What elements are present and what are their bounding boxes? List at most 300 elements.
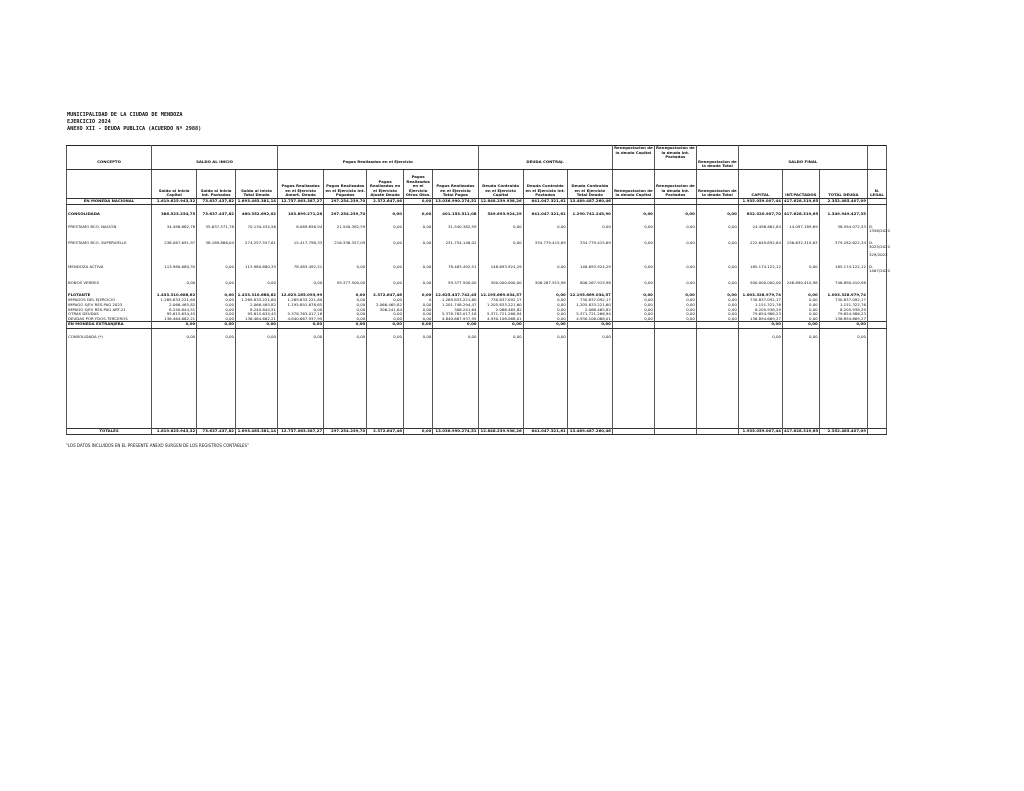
value-cell: 2.066.465,82 — [236, 303, 278, 308]
value-cell: 12.625.437.742,45 — [433, 286, 478, 298]
group-header-row — [67, 146, 887, 160]
value-cell: 148.693.924,29 — [567, 257, 612, 273]
value-cell: 13.489.487.260,46 — [567, 198, 612, 205]
value-cell: 0,00 — [367, 257, 404, 273]
row-concept: PRESTAMO BCO. NACIÓN — [67, 217, 152, 233]
value-cell: 0,00 — [403, 317, 432, 322]
value-cell: 0,00 — [654, 317, 696, 322]
value-cell: 0,00 — [612, 312, 654, 317]
column-header: INT.PACTADOS — [782, 169, 819, 198]
value-cell: 0,00 — [523, 217, 567, 233]
value-cell: 0,00 — [654, 217, 696, 233]
value-cell: 0,00 — [696, 286, 738, 298]
value-cell: 1.151.322,76 — [819, 303, 867, 308]
total-cell: 297.254.239,70 — [324, 428, 367, 434]
value-cell: 0,00 — [403, 286, 432, 298]
value-cell: 136.894.669,27 — [819, 317, 867, 322]
column-header: Saldo al Inicio Total Deuda — [236, 169, 278, 198]
total-cell: 0,00 — [403, 428, 432, 434]
legal-norm-cell — [867, 328, 886, 340]
value-cell: 1.205.833.221,60 — [478, 303, 523, 308]
column-header: Pagos Realizados en el Ejercicio Otros Gtos. — [403, 169, 432, 198]
column-header: Deuda Contraida en el Ejercicio Total Deuda — [567, 169, 612, 198]
value-cell: 0,00 — [567, 322, 612, 329]
value-cell: 306.267.915,98 — [523, 273, 567, 286]
value-cell: 0,00 — [236, 322, 278, 329]
pagos-header: Pagos Realizados en el Ejercicio — [278, 160, 479, 170]
value-cell: 2.066.465,82 — [367, 303, 404, 308]
value-cell: 0 — [403, 298, 432, 303]
value-cell: 113.980.680,35 — [152, 257, 197, 273]
total-cell: 73.637.437,82 — [197, 428, 236, 434]
value-cell: 0,00 — [433, 328, 478, 340]
value-cell: 2.352.485.407,09 — [819, 198, 867, 205]
value-cell: 103.899.271,28 — [278, 205, 324, 218]
column-header: Deuda Contraida en el Ejercicio Capital — [478, 169, 523, 198]
value-cell: 417.628.319,65 — [782, 205, 819, 218]
value-cell: 0,00 — [367, 217, 404, 233]
total-cell: 1.935.059.007,44 — [738, 428, 782, 434]
value-cell: 59.377.500,00 — [324, 273, 367, 286]
value-cell — [696, 328, 738, 340]
value-cell: 246.890.410,98 — [782, 273, 819, 286]
value-cell: 0,00 — [523, 308, 567, 313]
value-cell: 0,00 — [612, 273, 654, 286]
row-concept: PRESTAMO BCO. SUPERVIELLE — [67, 233, 152, 257]
table-body — [67, 197, 891, 339]
value-cell: 0,00 — [324, 312, 367, 317]
value-cell: 0,00 — [197, 273, 236, 286]
value-cell: 297.254.239,70 — [324, 205, 367, 218]
value-cell: 21.540.382,59 — [324, 217, 367, 233]
value-cell: 70.134.434,56 — [236, 217, 278, 233]
legal-norm-cell: D. 1356/2022 — [867, 217, 886, 233]
value-cell: 1.269.833.221,60 — [236, 298, 278, 303]
value-cell: 417.628.319,65 — [783, 197, 819, 203]
value-cell: 0,00 — [523, 317, 567, 322]
value-cell: 0,00 — [197, 298, 236, 303]
row-concept: IMPAGO S/EV RES.PAG ART.21 — [67, 308, 152, 313]
column-header: N. LEGAL — [867, 169, 886, 198]
value-cell: 5.371.721.266,94 — [567, 312, 612, 317]
value-cell — [612, 328, 654, 340]
value-cell: 0,00 — [782, 322, 819, 329]
value-cell: 1.433.310.688,62 — [236, 286, 278, 298]
value-cell: 1.619.625.943,32 — [152, 198, 197, 205]
value-cell: 0,00 — [236, 328, 278, 340]
value-cell: 0,00 — [696, 217, 738, 233]
value-cell: 113.980.680,35 — [236, 257, 278, 273]
value-cell: 136.894.669,27 — [738, 317, 782, 322]
value-cell: 500.000.000,00 — [738, 273, 782, 286]
value-cell: 0,00 — [612, 217, 654, 233]
value-cell: 2.372.647,46 — [367, 286, 404, 298]
value-cell: 386.523.254,75 — [152, 205, 197, 218]
header-fiscal-year: EJERCICIO 2024 — [67, 119, 111, 125]
debt-table — [66, 145, 891, 435]
value-cell: 379.282.622,34 — [819, 233, 867, 257]
row-concept: IMPAGOS DEL EJERCICIO — [67, 298, 152, 303]
value-cell: 0,00 — [782, 312, 819, 317]
value-cell: 746.890.410,98 — [819, 273, 867, 286]
value-cell: 0,00 — [152, 273, 197, 286]
value-cell: 334.779.415,69 — [523, 233, 567, 257]
footnote: "LOS DATOS INCLUIDOS EN EL PRESENTE ANEXO SURGEN DE LOS REGISTROS CONTABLES" — [66, 443, 249, 448]
value-cell: 0,00 — [782, 257, 819, 273]
value-cell: 4.930.108.068,01 — [478, 317, 523, 322]
column-header: Renegociacion de la deuda Int. Pactados — [654, 169, 696, 198]
value-cell: 401.153.511,08 — [433, 205, 478, 218]
value-cell: 0,00 — [782, 328, 819, 340]
header-municipality: MUNICIPALIDAD DE LA CIUDAD DE MENDOZA — [67, 112, 183, 118]
value-cell: 0,00 — [612, 233, 654, 257]
table-row — [67, 273, 887, 286]
value-cell: 0,00 — [612, 286, 654, 298]
value-cell: 297.254.239,70 — [324, 198, 367, 205]
value-cell: 12.195.669.034,57 — [478, 286, 523, 298]
value-cell: 0,00 — [654, 205, 696, 218]
value-cell: 641.047.321,61 — [523, 205, 567, 218]
value-cell: 0,00 — [696, 233, 738, 257]
value-cell: 0,00 — [367, 298, 404, 303]
column-header-row — [67, 169, 887, 198]
value-cell: 306.241,64 — [367, 308, 404, 313]
value-cell: 0,00 — [696, 308, 738, 313]
value-cell: 12.737.063.387,27 — [278, 198, 324, 205]
column-header: CAPITAL — [738, 169, 782, 198]
value-cell: 0,00 — [819, 328, 867, 340]
value-cell: 549.693.924,29 — [478, 205, 523, 218]
value-cell: 0,00 — [654, 273, 696, 286]
column-header: Pagos Realizados en el Ejercicio Total Pagos — [433, 169, 478, 198]
row-concept: OTRAS DEUDAS — [67, 312, 152, 317]
value-cell: 0,00 — [696, 317, 738, 322]
value-cell: 1.003.328.979,74 — [738, 286, 782, 298]
value-cell: 0,00 — [612, 257, 654, 273]
value-cell: 0,00 — [819, 322, 867, 329]
value-cell: 0,00 — [523, 328, 567, 340]
value-cell: 0,00 — [152, 328, 197, 340]
value-cell: 730.837.092,17 — [819, 298, 867, 303]
total-cell: 1.693.463.381,14 — [236, 428, 278, 434]
column-header: Saldo al Inicio Capital — [152, 169, 197, 198]
saldo-inicio-header: SALDO AL INICIO — [152, 160, 278, 170]
value-cell: 4.930.108.068,01 — [567, 317, 612, 322]
value-cell: 1.349.949.427,35 — [819, 205, 867, 218]
value-cell: 832.320.907,70 — [738, 205, 782, 218]
value-cell: 12.195.669.034,57 — [567, 286, 612, 298]
value-cell: 0,00 — [197, 308, 236, 313]
row-concept: EN MONEDA EXTRANJERA — [67, 322, 152, 329]
value-cell: 0,00 — [403, 308, 432, 313]
value-cell: 78.483.492,51 — [433, 257, 478, 273]
value-cell: 0,00 — [612, 303, 654, 308]
value-cell: 0,00 — [478, 322, 523, 329]
value-cell: 8.069.656,94 — [278, 217, 324, 233]
value-cell: 222.649.892,64 — [738, 233, 782, 257]
value-cell: 2.066.465,82 — [152, 303, 197, 308]
value-cell: 31.540.382,59 — [433, 217, 478, 233]
value-cell: 78.483.492,51 — [278, 257, 324, 273]
total-cell: 12.848.239.938,26 — [478, 428, 523, 434]
legal-norm-cell — [867, 205, 886, 218]
value-cell: 0,00 — [197, 312, 236, 317]
table-row — [67, 205, 887, 218]
value-cell: 0,00 — [403, 328, 432, 340]
value-cell: 0,00 — [612, 205, 654, 218]
legal-norm-cell: D. 1467/2022 — [867, 257, 886, 273]
value-cell: 0,00 — [696, 298, 738, 303]
value-cell: 5.378.763.017,16 — [278, 312, 324, 317]
value-cell: 274.257.557,61 — [236, 233, 278, 257]
total-cell: 417.628.319,65 — [783, 427, 819, 433]
value-cell: 0,00 — [197, 317, 236, 322]
column-header: Deuda Contraida en el Ejercicio Int. Pactados — [523, 169, 567, 198]
value-cell: 0,00 — [782, 303, 819, 308]
value-cell: 0,00 — [324, 328, 367, 340]
value-cell: 0,00 — [696, 312, 738, 317]
legal-norm-cell — [867, 286, 886, 298]
total-cell — [654, 428, 696, 434]
value-cell: 0,00 — [612, 308, 654, 313]
value-cell: 1.195.891.678,65 — [278, 303, 324, 308]
value-cell: 0,00 — [738, 322, 782, 329]
column-header: TOTAL DEUDA — [819, 169, 867, 198]
value-cell: 0,00 — [278, 273, 324, 286]
value-cell: 4.840.667.937,95 — [433, 317, 478, 322]
value-cell: 0,00 — [324, 303, 367, 308]
row-concept: CONSOLIDADA — [67, 205, 152, 218]
report-header — [67, 112, 201, 133]
table-row — [67, 328, 887, 340]
column-header: Pagos Realizados en el Ejercicio Int. Pagados — [324, 169, 367, 198]
value-cell: 0,00 — [696, 205, 738, 218]
value-cell: 8.205.938,29 — [738, 308, 782, 313]
value-cell: 0,00 — [367, 312, 404, 317]
value-cell: 8.240.844,51 — [236, 308, 278, 313]
value-cell: 1.433.310.688,62 — [152, 286, 197, 298]
value-cell: 12.623.165.093,99 — [278, 286, 324, 298]
reneg-total-group: Renegociacion de la deuda Total — [698, 158, 737, 169]
saldo-final-header: SALDO FINAL — [738, 160, 867, 170]
column-header: Renegociacion de la deuda Capital — [612, 169, 654, 198]
value-cell: 0,00 — [654, 308, 696, 313]
value-cell: 1.935.059.007,44 — [738, 198, 782, 205]
value-cell: 0,00 — [367, 317, 404, 322]
concepto-header: CONCEPTO — [67, 160, 152, 170]
value-cell: 1.269.833.221,60 — [278, 298, 324, 303]
value-cell: 1.151.322,76 — [738, 303, 782, 308]
value-cell: 185.174.122,12 — [738, 257, 782, 273]
value-cell: 0,00 — [197, 322, 236, 329]
value-cell: 2.372.647,46 — [367, 198, 404, 205]
value-cell: 0,00 — [197, 328, 236, 340]
total-cell — [696, 428, 738, 434]
value-cell: 0,00 — [367, 328, 404, 340]
value-cell: 0,00 — [782, 298, 819, 303]
value-cell: 0,00 — [478, 217, 523, 233]
value-cell: 0,00 — [236, 273, 278, 286]
value-cell: 95.615.634,45 — [236, 312, 278, 317]
value-cell: 1.205.833.221,60 — [567, 303, 612, 308]
group-title-row — [67, 160, 887, 170]
value-cell: 0,00 — [324, 322, 367, 329]
value-cell: 14.097.189,69 — [782, 217, 819, 233]
column-header: Renegociacion de la deuda Total — [696, 169, 738, 198]
value-cell: 1.269.833.221,60 — [433, 298, 478, 303]
value-cell: 0,00 — [403, 312, 432, 317]
value-cell: 0,00 — [367, 322, 404, 329]
value-cell: 0,00 — [654, 312, 696, 317]
value-cell: 806.267.915,98 — [567, 273, 612, 286]
value-cell: 148.693.924,29 — [478, 257, 523, 273]
value-cell: 12.848.239.938,26 — [478, 198, 523, 205]
value-cell: 0,00 — [612, 317, 654, 322]
value-cell: 0,00 — [278, 322, 324, 329]
value-cell: 5.378.763.017,16 — [433, 312, 478, 317]
value-cell: 306.241,64 — [433, 308, 478, 313]
value-cell: 0,00 — [567, 328, 612, 340]
total-cell: 13.489.487.260,46 — [567, 428, 612, 434]
value-cell: 0,00 — [403, 198, 432, 205]
value-cell: 0,00 — [403, 257, 432, 273]
value-cell: 1.003.328.979,74 — [819, 286, 867, 298]
value-cell: 1.269.833.221,60 — [152, 298, 197, 303]
value-cell: 59.377.500,00 — [433, 273, 478, 286]
value-cell: 1.693.463.381,14 — [236, 198, 278, 205]
value-cell: 0,00 — [654, 286, 696, 298]
total-cell — [612, 428, 654, 434]
total-cell: 641.047.321,61 — [523, 428, 567, 434]
value-cell: 0,00 — [612, 298, 654, 303]
value-cell: 216.336.357,09 — [324, 233, 367, 257]
deuda-contraida-header: DEUDA CONTRAJ. — [478, 160, 612, 170]
value-cell: 0,00 — [523, 303, 567, 308]
value-cell: 0,00 — [324, 298, 367, 303]
value-cell: 5.371.721.266,94 — [478, 312, 523, 317]
value-cell: 156.632.319,63 — [782, 233, 819, 257]
reneg-capital-group: Renegociacion de la deuda Capital — [612, 146, 654, 160]
value-cell: 0,00 — [324, 286, 367, 298]
spacer-row — [67, 340, 887, 429]
value-cell: 79.654.986,23 — [738, 312, 782, 317]
value-cell: 0,00 — [523, 312, 567, 317]
column-header: Pagos Realizados en el Ejercicio Amort. Deuda — [278, 169, 324, 198]
value-cell: 0,00 — [324, 308, 367, 313]
legal-norm-cell — [867, 273, 886, 286]
value-cell: 0,00 — [403, 303, 432, 308]
value-cell: 0,00 — [738, 328, 782, 340]
row-concept: EN MONEDA NACIONAL — [67, 198, 152, 205]
total-cell — [867, 428, 886, 434]
value-cell: 34.496.862,78 — [152, 217, 197, 233]
total-cell: 2.372.647,46 — [367, 428, 404, 434]
value-cell: 641.047.321,61 — [523, 198, 567, 205]
value-cell: 15.417.798,33 — [278, 233, 324, 257]
value-cell: 185.174.122,12 — [819, 257, 867, 273]
value-cell: 79.654.986,23 — [819, 312, 867, 317]
value-cell: 2.066.465,82 — [567, 308, 612, 313]
legal-norm-cell: D. 3025/2022 - 329/2022 — [867, 233, 886, 257]
value-cell: 35.637.571,78 — [197, 217, 236, 233]
value-cell: 0,00 — [782, 308, 819, 313]
value-cell: 0,00 — [654, 233, 696, 257]
row-concept: MENDOZA ACTIVA — [67, 257, 152, 273]
value-cell: 1.201.748.294,47 — [433, 303, 478, 308]
value-cell: 73.637.437,82 — [197, 205, 236, 218]
table-row — [67, 233, 887, 257]
row-concept: IMPAGO S/EV RES.PAG 2023 — [67, 303, 152, 308]
value-cell: 0,00 — [696, 257, 738, 273]
value-cell: 0,00 — [367, 273, 404, 286]
value-cell: 730.837.092,17 — [478, 298, 523, 303]
value-cell: 0,00 — [367, 233, 404, 257]
value-cell: 24.496.862,84 — [738, 217, 782, 233]
value-cell: 2.066.465,82 — [478, 308, 523, 313]
value-cell: 0,00 — [433, 322, 478, 329]
value-cell: 730.837.092,17 — [567, 298, 612, 303]
value-cell: 0,00 — [478, 233, 523, 257]
value-cell: 8.240.844,51 — [152, 308, 197, 313]
value-cell: 0,00 — [523, 322, 567, 329]
value-cell: 0,00 — [403, 233, 432, 257]
value-cell: 136.464.662,21 — [236, 317, 278, 322]
value-cell: 0,00 — [654, 257, 696, 273]
value-cell: 8.205.938,29 — [819, 308, 867, 313]
value-cell: 0,00 — [278, 308, 324, 313]
row-concept: DEUDAS POR FDOS.TERCEROS — [67, 317, 152, 322]
totals-row — [67, 428, 887, 434]
total-cell: 2.352.485.407,09 — [819, 428, 867, 434]
total-cell: 1.619.625.943,32 — [152, 428, 197, 434]
value-cell: 231.754.146,02 — [433, 233, 478, 257]
value-cell: 0,00 — [523, 257, 567, 273]
totals-label: TOTALES — [67, 428, 152, 434]
value-cell: 0,00 — [197, 286, 236, 298]
value-cell: 0,00 — [278, 328, 324, 340]
value-cell: 1.290.741.245,90 — [567, 205, 612, 218]
value-cell: 0,00 — [523, 298, 567, 303]
value-cell: 236.067.691,97 — [152, 233, 197, 257]
value-cell: 500.000.000,00 — [478, 273, 523, 286]
value-cell: 0,00 — [324, 257, 367, 273]
value-cell: 0,00 — [197, 303, 236, 308]
value-cell: 73.637.437,82 — [197, 198, 236, 205]
reneg-int-group: Renegociacion de la deuda Int. Pactados — [656, 145, 695, 160]
value-cell: 334.779.415,69 — [567, 233, 612, 257]
value-cell: 95.615.634,45 — [152, 312, 197, 317]
value-cell: 0,00 — [696, 303, 738, 308]
column-header: Saldo al Inicio Int. Pactados — [197, 169, 236, 198]
value-cell: 0,00 — [782, 286, 819, 298]
value-cell: 136.464.662,21 — [152, 317, 197, 322]
value-cell: 0,00 — [403, 322, 432, 329]
value-cell: 0,00 — [696, 273, 738, 286]
value-cell: 38.189.866,04 — [197, 233, 236, 257]
column-header: Pagos Realizados en el Ejercicio Ajuste Deuda — [367, 169, 404, 198]
value-cell: 0,00 — [567, 217, 612, 233]
value-cell — [654, 328, 696, 340]
value-cell: 0,00 — [324, 317, 367, 322]
row-concept: FLOTANTE — [67, 286, 152, 298]
value-cell: 0,00 — [403, 273, 432, 286]
row-concept: CONSOLIDADA (*) — [67, 328, 152, 340]
value-cell: 460.352.692,02 — [236, 205, 278, 218]
value-cell: 0,00 — [782, 317, 819, 322]
value-cell: 0,00 — [403, 217, 432, 233]
value-cell: 13.036.990.274,51 — [433, 198, 478, 205]
value-cell: 0,00 — [197, 257, 236, 273]
